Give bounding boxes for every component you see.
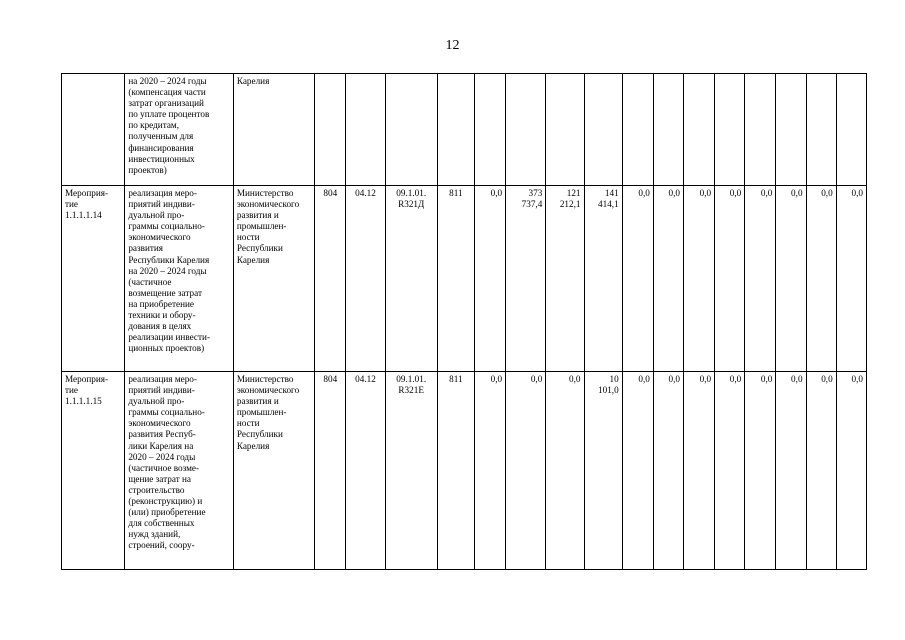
value-cell: 0,0 [653, 186, 683, 372]
table-row [62, 74, 867, 186]
page-number: 12 [445, 38, 460, 53]
value-cell [474, 74, 505, 186]
value-cell: 0,0 [715, 372, 745, 570]
budget-table [61, 73, 867, 570]
csr-cell: 09.1.01. R321Е [385, 372, 437, 570]
value-cell: 0,0 [806, 186, 836, 372]
description-cell: на 2020 – 2024 годы (компенсация части затрат организаций по уплате процентов по кредитам, полученным для финансирования инвестиционных проектов) [125, 74, 234, 186]
grbs-cell [315, 74, 346, 186]
value-cell: 0,0 [836, 372, 866, 570]
vr-cell: 811 [437, 186, 474, 372]
value-cell: 0,0 [622, 186, 653, 372]
value-cell: 10 101,0 [584, 372, 622, 570]
value-cell: 0,0 [836, 186, 866, 372]
description-cell: реализация меро- приятий индиви- дуальной про- граммы социально- экономического развития Респуб- лики Карелия на 2020 – 2024 годы (частичное возме- щение затрат на строительство (реконструкцию) и (или) приобретение для собственных нужд зданий, строений, соору- [125, 372, 234, 570]
value-cell: 0,0 [653, 372, 683, 570]
value-cell [836, 74, 866, 186]
value-cell: 0,0 [506, 372, 546, 570]
value-cell: 0,0 [622, 372, 653, 570]
value-cell: 0,0 [683, 372, 714, 570]
rzpr-cell: 04.12 [346, 186, 385, 372]
value-cell [546, 74, 584, 186]
value-cell [776, 74, 806, 186]
value-cell: 0,0 [546, 372, 584, 570]
value-cell [683, 74, 714, 186]
value-cell: 0,0 [745, 186, 776, 372]
value-cell [653, 74, 683, 186]
executor-cell: Карелия [233, 74, 314, 186]
value-cell: 0,0 [776, 186, 806, 372]
rzpr-cell: 04.12 [346, 372, 385, 570]
value-cell: 0,0 [745, 372, 776, 570]
value-cell [715, 74, 745, 186]
value-cell [584, 74, 622, 186]
value-cell: 0,0 [683, 186, 714, 372]
executor-cell: Министерство экономического развития и промышлен- ности Республики Карелия [233, 372, 314, 570]
measure-cell [62, 74, 125, 186]
grbs-cell: 804 [315, 372, 346, 570]
measure-cell: Мероприя- тие 1.1.1.1.15 [62, 372, 125, 570]
value-cell: 0,0 [474, 186, 505, 372]
csr-cell [385, 74, 437, 186]
executor-cell: Министерство экономического развития и промышлен- ности Республики Карелия [233, 186, 314, 372]
vr-cell: 811 [437, 372, 474, 570]
value-cell: 0,0 [776, 372, 806, 570]
rzpr-cell [346, 74, 385, 186]
value-cell [622, 74, 653, 186]
value-cell: 0,0 [806, 372, 836, 570]
value-cell: 121 212,1 [546, 186, 584, 372]
value-cell [745, 74, 776, 186]
value-cell: 141 414,1 [584, 186, 622, 372]
value-cell [806, 74, 836, 186]
grbs-cell: 804 [315, 186, 346, 372]
value-cell [506, 74, 546, 186]
value-cell: 373 737,4 [506, 186, 546, 372]
description-cell: реализация меро- приятий индиви- дуальной про- граммы социально- экономического развития Республики Карелия на 2020 – 2024 годы (частичное возмещение затрат на приобретение техники и обору- дования в целях реализации инвести- ционных проектов) [125, 186, 234, 372]
table-row [62, 372, 867, 570]
value-cell: 0,0 [715, 186, 745, 372]
csr-cell: 09.1.01. R321Д [385, 186, 437, 372]
vr-cell [437, 74, 474, 186]
value-cell: 0,0 [474, 372, 505, 570]
measure-cell: Мероприя- тие 1.1.1.1.14 [62, 186, 125, 372]
table-row [62, 186, 867, 372]
